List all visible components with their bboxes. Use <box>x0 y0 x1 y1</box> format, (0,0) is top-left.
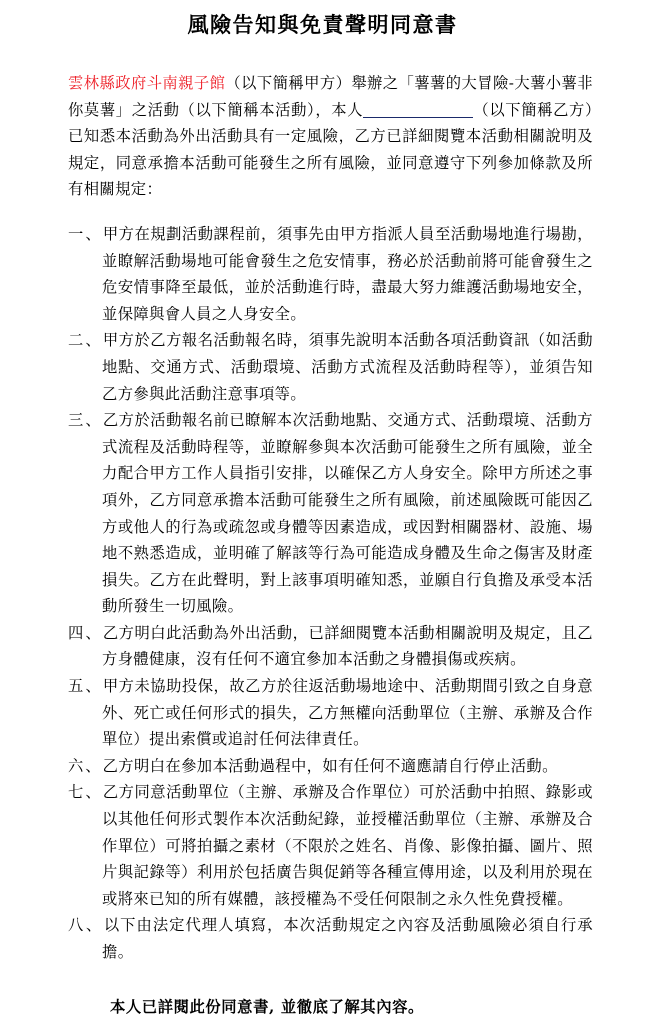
organizer-name: 雲林縣政府斗南親子館 <box>68 74 226 92</box>
clause-marker: 八、 <box>68 916 104 935</box>
clause-item <box>68 912 593 965</box>
document-body <box>0 70 645 1020</box>
clause-text: 乙方同意活動單位（主辦、承辦及合作單位）可於活動中拍照、錄影或以其他任何形式製作本次活動紀錄，並授權活動單位（主辦、承辦及合作單位）可將拍攝之素材（不限於之姓名、肖像、影像拍攝、圖片、照片與記錄等）利用於包括廣告與促銷等各種宣傳用途，以及利用於現在或將來已知的所有媒體，該授權為不受任何限制之永久性免費授權。 <box>102 783 593 908</box>
clause-marker: 七、 <box>68 783 103 802</box>
intro-text-after-blank: （以下簡稱乙方）已知悉本活動為外出活動具有一定風險，乙方已詳細閱覽本活動相關說明及規定，同意承擔本活動可能發生之所有風險，並同意遵守下列參加條款及所有相關規定： <box>68 100 593 199</box>
page-title: 風險告知與免責聲明同意書 <box>187 12 458 37</box>
clause-item <box>68 753 593 780</box>
intro-text-before-blank: （以下簡稱甲方）舉辦之「薯薯的大冒險-大薯小薯非你莫薯」之活動（以下簡稱本活動），本人 <box>68 74 593 119</box>
clause-text: 甲方在規劃活動課程前，須事先由甲方指派人員至活動場地進行場勘，並瞭解活動場地可能會發生之危安情事，務必於活動前將可能會發生之危安情事降至最低，並於活動進行時，盡最大努力維護活動場地安全，並保障與會人員之人身安全。 <box>102 224 593 323</box>
clause-text: 乙方明白在參加本活動過程中，如有任何不適應請自行停止活動。 <box>102 756 558 775</box>
document-page <box>0 10 645 1016</box>
clause-item <box>68 779 593 912</box>
clause-marker: 二、 <box>68 331 103 350</box>
clause-item <box>68 407 593 620</box>
clause-marker: 三、 <box>68 411 103 430</box>
clause-marker: 六、 <box>68 756 103 775</box>
clause-text: 乙方於活動報名前已瞭解本次活動地點、交通方式、活動環境、活動方式流程及活動時程等，並瞭解參與本次活動可能發生之所有風險，並全力配合甲方工作人員指引安排，以確保乙方人身安全。除甲方所述之事項外，乙方同意承擔本活動可能發生之所有風險，前述風險既可能因乙方或他人的行為或疏忽或身體等因素造成，或因對相關器材、設施、場地不熟悉造成，並明確了解該等行為可能造成身體及生命之傷害及財產損失。乙方在此聲明，對上該事項明確知悉，並願自行負擔及承受本活動所發生一切風險。 <box>102 411 593 616</box>
clause-item <box>68 221 593 327</box>
clause-item <box>68 620 593 673</box>
clause-list <box>68 221 593 966</box>
clause-marker: 五、 <box>68 677 103 696</box>
intro-paragraph <box>68 70 593 203</box>
clause-item <box>68 327 593 407</box>
clause-marker: 一、 <box>68 224 103 243</box>
clause-marker: 四、 <box>68 623 103 642</box>
clause-text: 甲方於乙方報名活動報名時，須事先說明本活動各項活動資訊（如活動地點、交通方式、活動環境、活動方式流程及活動時程等），並須告知乙方參與此活動注意事項等。 <box>102 331 593 403</box>
clause-text: 以下由法定代理人填寫，本次活動規定之內容及活動風險必須自行承擔。 <box>102 916 593 961</box>
participant-name-field[interactable] <box>363 117 473 118</box>
clause-text: 乙方明白此活動為外出活動，已詳細閱覽本活動相關說明及規定，且乙方身體健康，沒有任何不適宜參加本活動之身體損傷或疾病。 <box>102 623 593 669</box>
clause-text: 甲方未協助投保，故乙方於往返活動場地途中、活動期間引致之自身意外、死亡或任何形式的損失，乙方無權向活動單位（主辦、承辦及合作單位）提出索償或追討任何法律責任。 <box>102 677 593 749</box>
clause-item <box>68 673 593 753</box>
closing-statement: 本人已詳閱此份同意書, 並徹底了解其內容。 <box>110 997 424 1016</box>
